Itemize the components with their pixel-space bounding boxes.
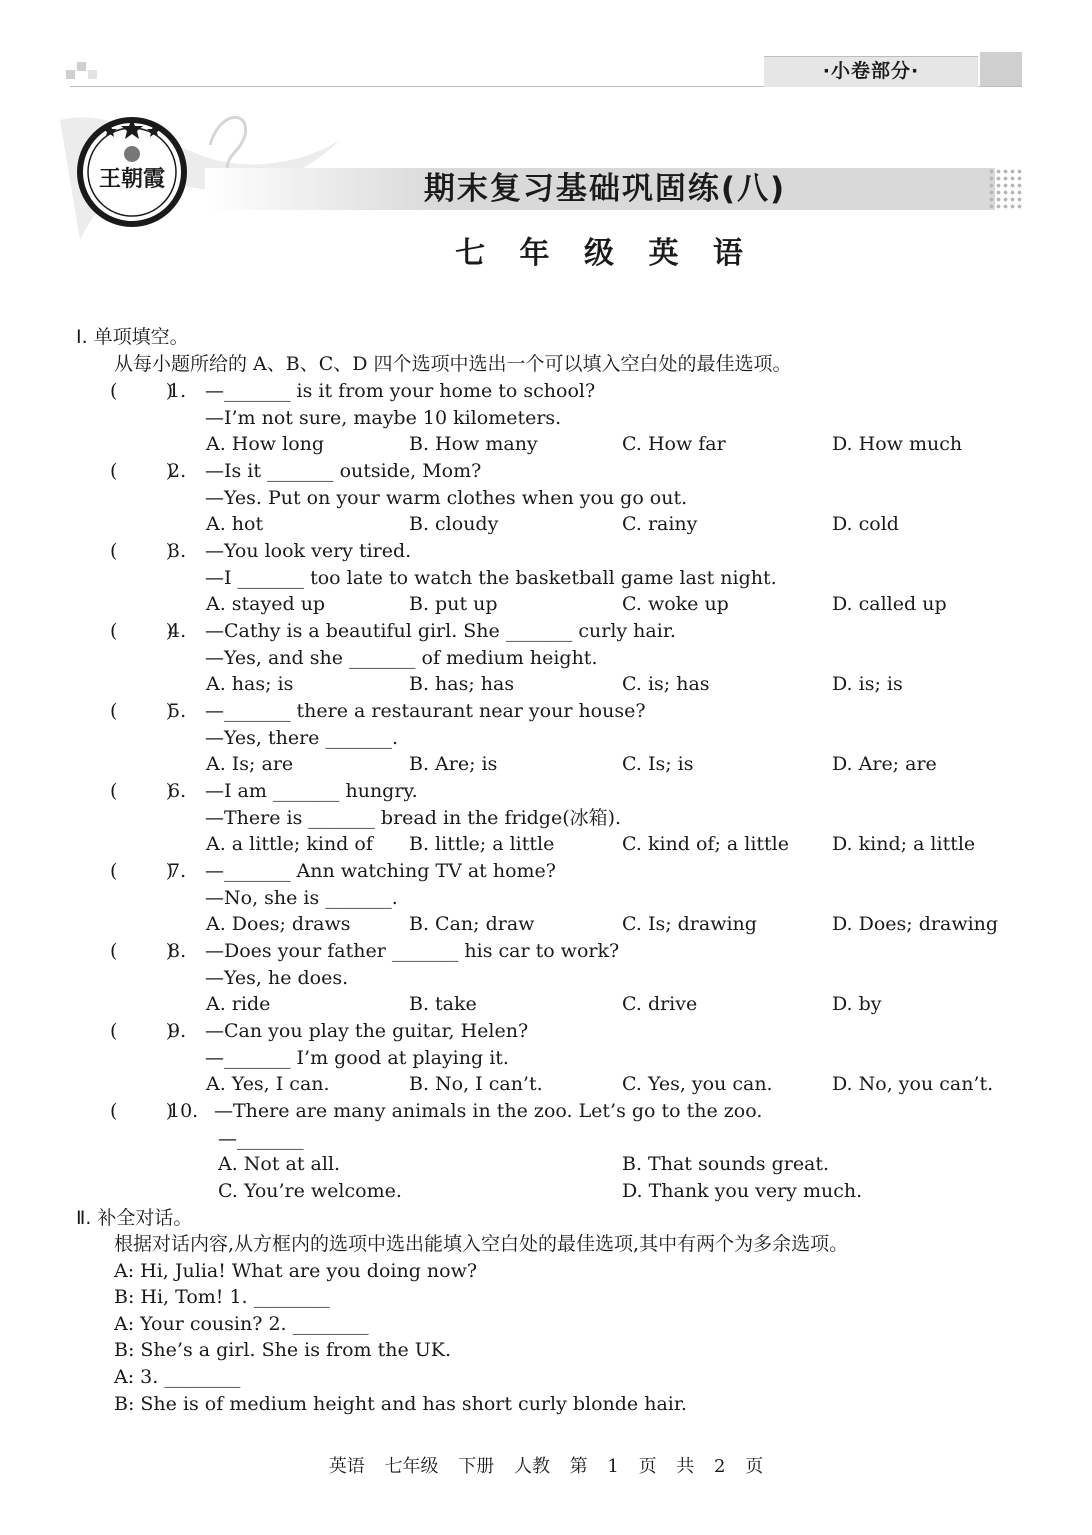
option-b: B. put up (409, 593, 498, 616)
option-a: A. Yes, I can. (206, 1073, 330, 1096)
question-number: 6. (168, 780, 187, 802)
section2-heading: Ⅱ. 补全对话。 (76, 1207, 193, 1229)
question-line-1: —Does your father _______ his car to work? (205, 940, 620, 962)
option-c: C. How far (622, 433, 726, 456)
answer-blank[interactable]: ( ) (110, 1020, 174, 1042)
option-c: C. woke up (622, 593, 729, 616)
answer-blank[interactable]: ( ) (110, 860, 174, 882)
answer-blank[interactable]: ( ) (110, 460, 174, 482)
option-b: B. take (409, 993, 477, 1016)
question-number: 5. (168, 700, 187, 722)
dialogue-line: B: She is of medium height and has short curly blonde hair. (114, 1393, 687, 1415)
option-a: A. How long (206, 433, 325, 456)
option-c: C. You’re welcome. (218, 1180, 402, 1202)
answer-blank[interactable]: ( ) (110, 380, 174, 402)
question-number: 7. (168, 860, 187, 882)
option-a: A. Not at all. (218, 1153, 341, 1175)
question-item (0, 698, 1092, 778)
question-item-10 (0, 1098, 1092, 1208)
question-line-1: —There are many animals in the zoo. Let’s go to the zoo. (214, 1100, 763, 1122)
question-line-1: —I am _______ hungry. (205, 780, 418, 802)
dialogue-line: A: Hi, Julia! What are you doing now? (114, 1260, 478, 1282)
question-line-2: —Yes, he does. (205, 966, 349, 989)
question-item (0, 938, 1092, 1018)
option-b: B. Can; draw (409, 913, 535, 936)
question-line-2: —I’m not sure, maybe 10 kilometers. (205, 406, 562, 429)
dialogue-line: B: Hi, Tom! 1. ________ (114, 1286, 330, 1308)
question-line-2: —Yes, and she _______ of medium height. (205, 646, 598, 669)
option-c: C. drive (622, 993, 698, 1016)
option-c: C. kind of; a little (622, 833, 789, 856)
option-c: C. Is; drawing (622, 913, 757, 936)
option-d: D. Are; are (832, 753, 937, 776)
answer-blank[interactable]: ( ) (110, 700, 174, 722)
question-item (0, 858, 1092, 938)
answer-blank[interactable]: ( ) (110, 940, 174, 962)
question-line-1: —You look very tired. (205, 540, 412, 562)
question-number: 3. (168, 540, 187, 562)
option-d: D. Does; drawing (832, 913, 999, 936)
question-line-1: —Cathy is a beautiful girl. She _______ curly hair. (205, 620, 676, 642)
section-tag: ·小卷部分· (822, 60, 920, 82)
question-item (0, 1018, 1092, 1098)
option-b: B. How many (409, 433, 538, 456)
option-a: A. Does; draws (206, 913, 351, 936)
logo-seal (76, 116, 188, 228)
question-line-2: —Yes, there _______. (205, 726, 398, 749)
question-item (0, 618, 1092, 698)
question-line-2: —There is _______ bread in the fridge(冰箱). (205, 806, 622, 829)
option-b: B. Are; is (409, 753, 498, 776)
corner-squares (66, 62, 106, 86)
question-number: 10. (168, 1100, 199, 1122)
answer-blank[interactable]: ( ) (110, 540, 174, 562)
option-b: B. has; has (409, 673, 515, 696)
option-a: A. a little; kind of (206, 833, 373, 856)
question-line-2: —I _______ too late to watch the basketball game last night. (205, 566, 777, 589)
question-number: 2. (168, 460, 187, 482)
question-line-1: —Is it _______ outside, Mom? (205, 460, 482, 482)
option-a: A. has; is (206, 673, 294, 696)
option-b: B. That sounds great. (622, 1153, 830, 1175)
question-list (0, 378, 1092, 1098)
option-c: C. is; has (622, 673, 710, 696)
option-b: B. little; a little (409, 833, 555, 856)
question-line-2: —_______ (218, 1128, 304, 1150)
question-line-1: —_______ Ann watching TV at home? (205, 860, 556, 882)
option-d: D. No, you can’t. (832, 1073, 994, 1096)
section1-instruction: 从每小题所给的 A、B、C、D 四个选项中选出一个可以填入空白处的最佳选项。 (114, 353, 792, 375)
question-item (0, 778, 1092, 858)
page-title: 期末复习基础巩固练(八) (423, 171, 787, 207)
option-d: D. How much (832, 433, 963, 456)
question-line-2: —Yes. Put on your warm clothes when you go out. (205, 486, 688, 509)
option-d: D. called up (832, 593, 947, 616)
section2-instruction: 根据对话内容,从方框内的选项中选出能填入空白处的最佳选项,其中有两个为多余选项。 (114, 1233, 849, 1255)
option-a: A. ride (206, 993, 271, 1016)
option-d: D. is; is (832, 673, 903, 696)
option-a: A. hot (206, 513, 264, 536)
question-line-1: —Can you play the guitar, Helen? (205, 1020, 529, 1042)
question-line-2: —No, she is _______. (205, 886, 398, 909)
option-c: C. Yes, you can. (622, 1073, 773, 1096)
dialogue-line: A: 3. ________ (114, 1366, 241, 1388)
option-d: D. by (832, 993, 882, 1016)
option-a: A. stayed up (206, 593, 326, 616)
question-number: 4. (168, 620, 187, 642)
option-a: A. Is; are (206, 753, 294, 776)
option-d: D. cold (832, 513, 899, 536)
question-number: 9. (168, 1020, 187, 1042)
option-b: B. No, I can’t. (409, 1073, 543, 1096)
option-c: C. Is; is (622, 753, 694, 776)
question-line-2: —_______ I’m good at playing it. (205, 1046, 509, 1069)
dot-pattern (988, 168, 1024, 210)
question-line-1: —_______ there a restaurant near your house? (205, 700, 646, 722)
option-b: B. cloudy (409, 513, 499, 536)
answer-blank[interactable]: ( ) (110, 1100, 174, 1122)
logo-text: 王朝霞 (98, 166, 166, 192)
question-line-1: —_______ is it from your home to school? (205, 380, 596, 402)
page-subtitle: 七 年 级 英 语 (455, 236, 755, 271)
section1-heading: Ⅰ. 单项填空。 (76, 326, 189, 348)
question-number: 1. (168, 380, 187, 402)
question-item (0, 458, 1092, 538)
answer-blank[interactable]: ( ) (110, 780, 174, 802)
option-d: D. Thank you very much. (622, 1180, 863, 1202)
tag-end-block (980, 52, 1022, 86)
question-item (0, 538, 1092, 618)
option-d: D. kind; a little (832, 833, 976, 856)
dialogue-line: B: She’s a girl. She is from the UK. (114, 1339, 451, 1361)
dialogue-line: A: Your cousin? 2. ________ (114, 1313, 369, 1335)
option-c: C. rainy (622, 513, 698, 536)
page-footer: 英语 七年级 下册 人教 第 1 页 共 2 页 (328, 1456, 764, 1477)
question-number: 8. (168, 940, 187, 962)
answer-blank[interactable]: ( ) (110, 620, 174, 642)
question-item (0, 378, 1092, 458)
